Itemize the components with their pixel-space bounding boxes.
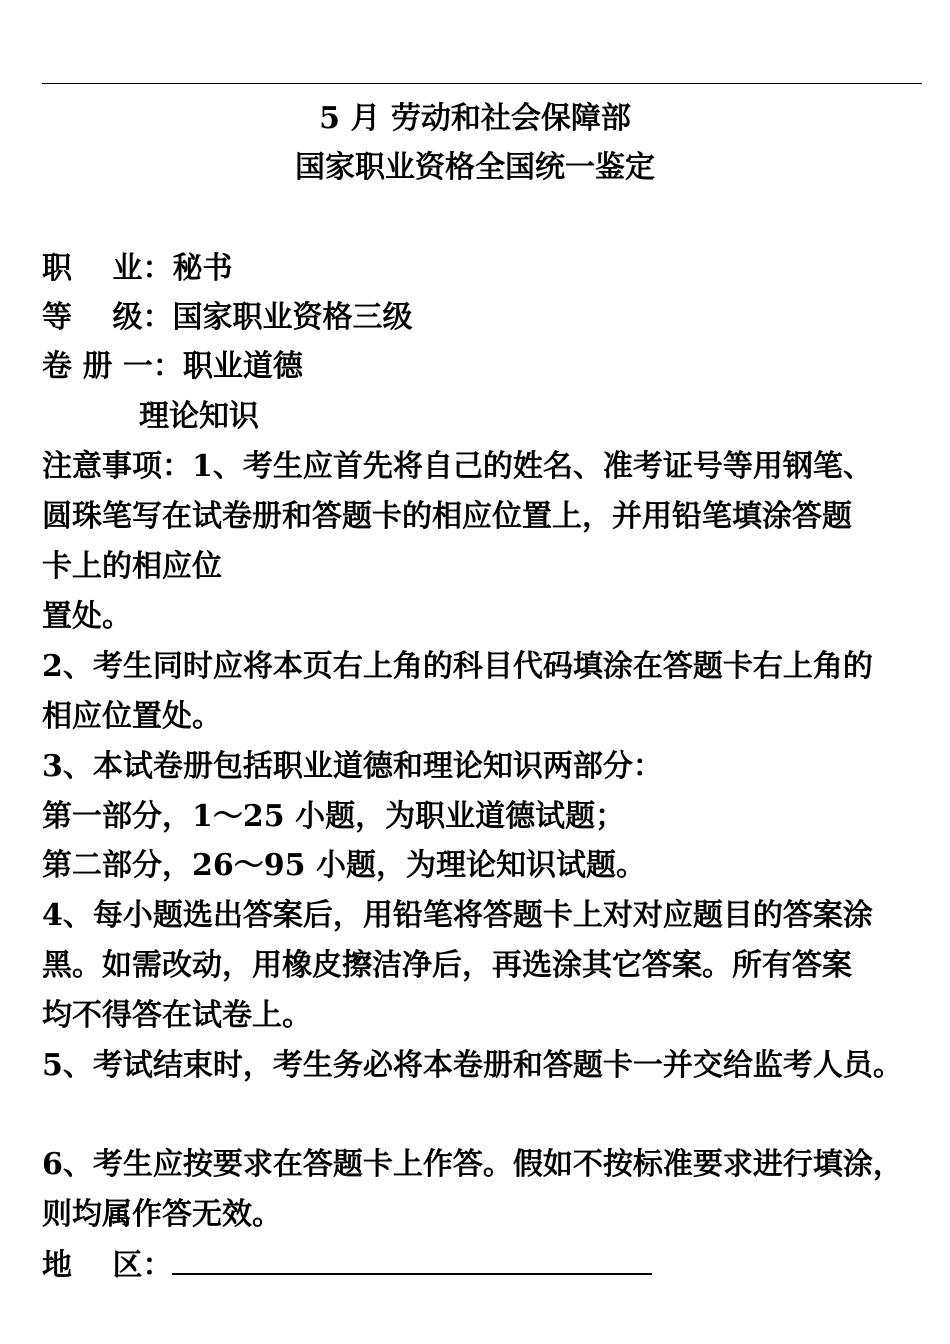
notes-line: 第一部分，1～25 小题，为职业道德试题；: [42, 799, 626, 834]
region-blank-field[interactable]: [172, 1245, 652, 1275]
notes-line: 5、考试结束时，考生务必将本卷册和答题卡一并交给监考人员。: [42, 1048, 903, 1083]
notes-line: 圆珠笔写在试卷册和答题卡的相应位置上，并用铅笔填涂答题: [42, 499, 852, 534]
notes-line: 相应位置处。: [42, 699, 222, 734]
notes-line: 3、本试卷册包括职业道德和理论知识两部分：: [42, 749, 663, 784]
title-line-1: 5 月 劳动和社会保障部: [319, 101, 631, 136]
region-label: 地 区：: [42, 1248, 173, 1283]
region-line: [42, 1245, 652, 1286]
notes-line: 均不得答在试卷上。: [42, 998, 312, 1033]
volume-line: 卷 册 一：职业道德: [42, 349, 303, 384]
notes-line: 2、考生同时应将本页右上角的科目代码填涂在答题卡右上角的: [42, 649, 873, 684]
notes-line: 4、每小题选出答案后，用铅笔将答题卡上对对应题目的答案涂: [42, 898, 873, 933]
notes-line: 置处。: [42, 599, 132, 634]
notes-line: 第二部分，26～95 小题，为理论知识试题。: [42, 848, 646, 883]
volume-sub-line: 理论知识: [139, 399, 259, 434]
top-rule: [42, 83, 922, 84]
notes-line: 黑。如需改动，用橡皮擦洁净后，再选涂其它答案。所有答案: [42, 948, 852, 983]
notes-line: 注意事项：1、考生应首先将自己的姓名、准考证号等用钢笔、: [42, 449, 873, 484]
level-line: 等 级：国家职业资格三级: [42, 300, 413, 335]
notes-line: 则均属作答无效。: [42, 1197, 282, 1232]
notes-line: 6、考生应按要求在答题卡上作答。假如不按标准要求进行填涂，: [42, 1147, 903, 1182]
occupation-line: 职 业：秘书: [42, 251, 233, 286]
title-line-2: 国家职业资格全国统一鉴定: [295, 150, 655, 185]
notes-line: 卡上的相应位: [42, 549, 222, 584]
